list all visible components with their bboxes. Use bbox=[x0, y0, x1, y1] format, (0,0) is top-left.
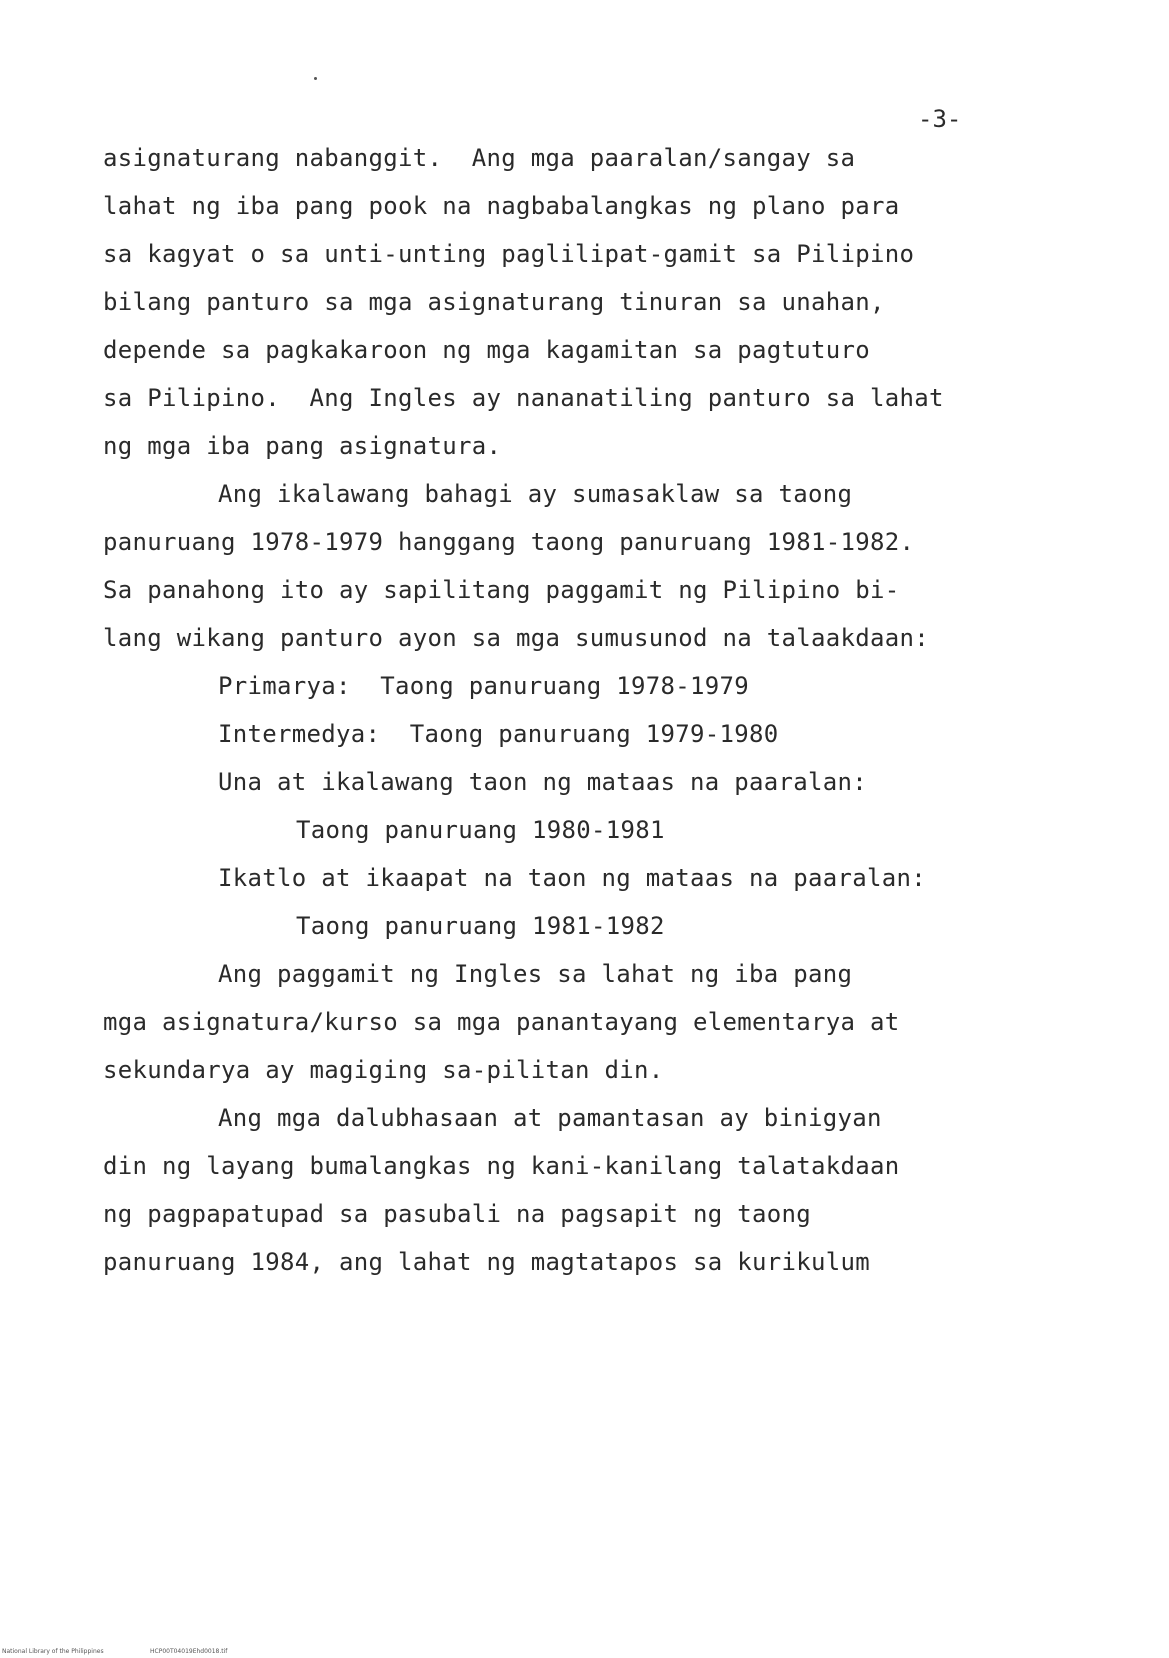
footer-library: National Library of the Philippines bbox=[2, 1648, 104, 1655]
text-line: Ang ikalawang bahagi ay sumasaklaw sa taong bbox=[218, 480, 853, 508]
text-line: lahat ng iba pang pook na nagbabalangkas ng plano para bbox=[103, 192, 900, 220]
scan-speck bbox=[314, 77, 317, 80]
text-line: Sa panahong ito ay sapilitang paggamit ng Pilipino bi- bbox=[103, 576, 900, 604]
text-line: Ang mga dalubhasaan at pamantasan ay binigyan bbox=[218, 1104, 882, 1132]
schedule-line: Una at ikalawang taon ng mataas na paaralan: bbox=[218, 768, 867, 796]
schedule-line: Taong panuruang 1980-1981 bbox=[296, 816, 665, 844]
text-line: Ang paggamit ng Ingles sa lahat ng iba pang bbox=[218, 960, 853, 988]
text-line: sekundarya ay magiging sa-pilitan din. bbox=[103, 1056, 664, 1084]
schedule-line: Ikatlo at ikaapat na taon ng mataas na paaralan: bbox=[218, 864, 926, 892]
footer-file-id: HCP00T04019Ehd0018.tif bbox=[150, 1648, 228, 1655]
schedule-line: Primarya: Taong panuruang 1978-1979 bbox=[218, 672, 749, 700]
text-line: bilang panturo sa mga asignaturang tinuran sa unahan, bbox=[103, 288, 885, 316]
text-line: ng pagpapatupad sa pasubali na pagsapit ng taong bbox=[103, 1200, 811, 1228]
text-line: ng mga iba pang asignatura. bbox=[103, 432, 502, 460]
schedule-line: Intermedya: Taong panuruang 1979-1980 bbox=[218, 720, 779, 748]
text-line: panuruang 1984, ang lahat ng magtatapos sa kurikulum bbox=[103, 1248, 870, 1276]
text-line: sa kagyat o sa unti-unting paglilipat-gamit sa Pilipino bbox=[103, 240, 915, 268]
schedule-line: Taong panuruang 1981-1982 bbox=[296, 912, 665, 940]
text-line: sa Pilipino. Ang Ingles ay nananatiling panturo sa lahat bbox=[103, 384, 944, 412]
page-number: -3- bbox=[918, 105, 962, 133]
text-line: din ng layang bumalangkas ng kani-kanilang talatakdaan bbox=[103, 1152, 900, 1180]
text-line: asignaturang nabanggit. Ang mga paaralan/sangay sa bbox=[103, 144, 856, 172]
text-line: mga asignatura/kurso sa mga panantayang elementarya at bbox=[103, 1008, 900, 1036]
text-line: lang wikang panturo ayon sa mga sumusunod na talaakdaan: bbox=[103, 624, 929, 652]
text-line: panuruang 1978-1979 hanggang taong panuruang 1981-1982. bbox=[103, 528, 915, 556]
text-line: depende sa pagkakaroon ng mga kagamitan sa pagtuturo bbox=[103, 336, 870, 364]
